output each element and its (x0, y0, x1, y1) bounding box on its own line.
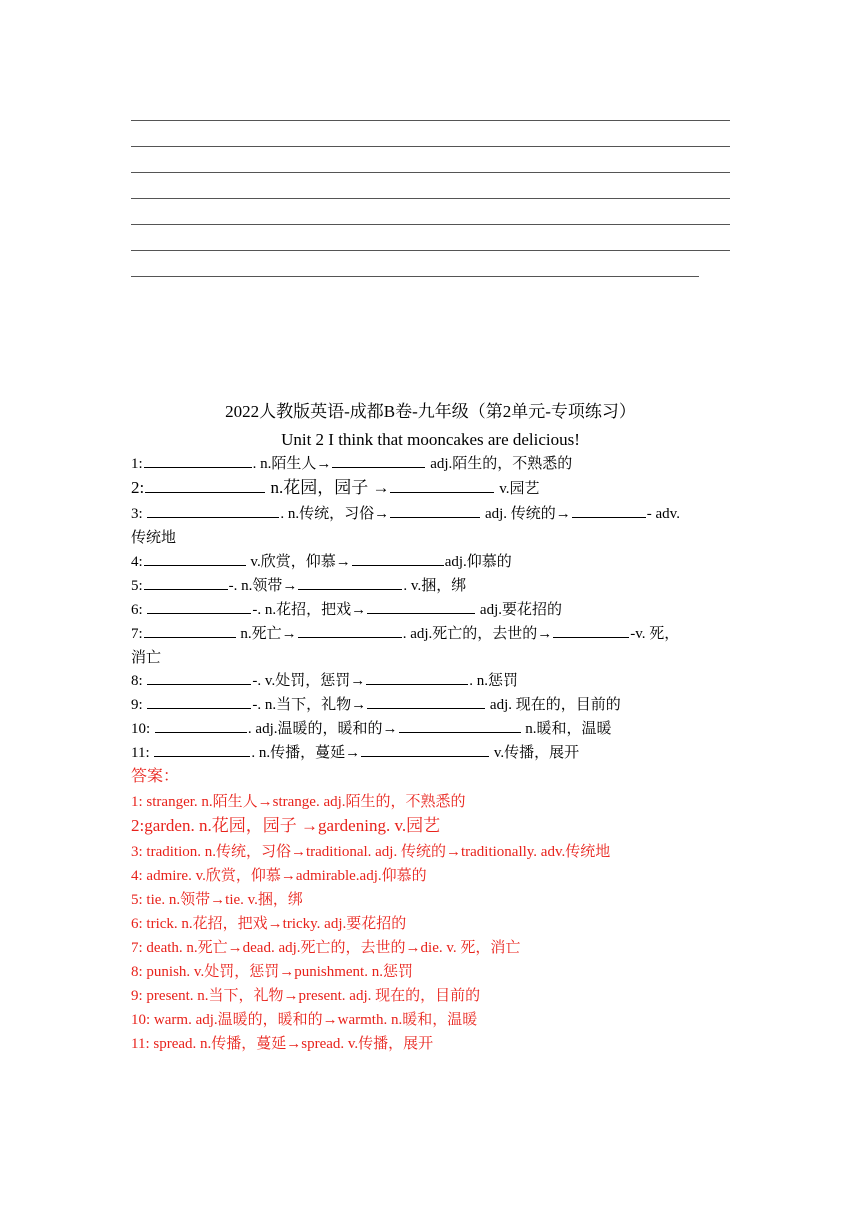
answer-item: 9: present. n.当下，礼物→present. adj. 现在的，目前的 (131, 988, 481, 1004)
page-subtitle: Unit 2 I think that mooncakes are delicious! (281, 430, 580, 449)
question-7: 7: n.死亡→ . adj.死亡的，去世的→ -v. 死， (131, 622, 731, 646)
answer-item: 6: trick. n.花招，把戏→tricky. adj.要花招的 (131, 916, 407, 932)
answer-blank[interactable] (144, 452, 252, 468)
answer-blank[interactable] (367, 598, 475, 614)
answer-blank[interactable] (361, 741, 489, 757)
answer-blank[interactable] (298, 622, 402, 638)
question-number: 10: (131, 721, 154, 737)
answer-blank[interactable] (553, 622, 629, 638)
answer-blank[interactable] (399, 717, 521, 733)
answer-blank[interactable] (572, 502, 646, 518)
question-number: 11: (131, 745, 154, 761)
writing-line (131, 250, 730, 251)
question-number: 7: (131, 626, 143, 642)
writing-line (131, 224, 730, 225)
question-1: 1: . n.陌生人→ adj.陌生的，不熟悉的 (131, 452, 731, 476)
answer-blank[interactable] (352, 550, 444, 566)
writing-line (131, 146, 730, 147)
answer-item: 5: tie. n.领带→tie. v.捆，绑 (131, 892, 303, 908)
answer-blank[interactable] (144, 574, 228, 590)
answer-blank[interactable] (144, 622, 236, 638)
question-7-continued: 消亡 (131, 650, 162, 666)
answer-item: 2:garden. n.花园，园子 →gardening. v.园艺 (131, 816, 441, 835)
question-number: 9: (131, 697, 147, 713)
writing-line (131, 172, 730, 173)
answer-blank[interactable] (298, 574, 402, 590)
answer-item: 3: tradition. n.传统，习俗→traditional. adj. 传统的→traditionally. adv.传统地 (131, 844, 611, 860)
answer-blank[interactable] (147, 502, 279, 518)
answer-blank[interactable] (390, 477, 494, 493)
question-11: 11: . n.传播，蔓延→ v.传播，展开 (131, 741, 731, 765)
question-number: 3: (131, 506, 147, 522)
answer-blank[interactable] (366, 669, 468, 685)
question-6: 6: -. n.花招，把戏→ adj.要花招的 (131, 598, 731, 622)
answer-blank[interactable] (145, 477, 265, 493)
answer-item: 8: punish. v.处罚，惩罚→punishment. n.惩罚 (131, 964, 413, 980)
answer-blank[interactable] (147, 669, 251, 685)
answer-item: 10: warm. adj.温暖的，暖和的→warmth. n.暖和，温暖 (131, 1012, 478, 1028)
question-number: 1: (131, 456, 143, 472)
answer-blank[interactable] (144, 550, 246, 566)
question-number: 4: (131, 554, 143, 570)
answer-blank[interactable] (390, 502, 480, 518)
answer-item: 11: spread. n.传播，蔓延→spread. v.传播，展开 (131, 1036, 434, 1052)
writing-line (131, 276, 699, 277)
question-5: 5: -. n.领带→ . v.捆，绑 (131, 574, 731, 598)
answer-blank[interactable] (154, 741, 250, 757)
question-number: 5: (131, 578, 143, 594)
question-3: 3: . n.传统，习俗→ adj. 传统的→ - adv. (131, 502, 731, 526)
answer-blank[interactable] (147, 693, 251, 709)
question-8: 8: -. v.处罚，惩罚→ . n.惩罚 (131, 669, 731, 693)
answer-label: 答案： (131, 768, 180, 785)
answer-item: 4: admire. v.欣赏，仰慕→admirable.adj.仰慕的 (131, 868, 427, 884)
question-10: 10: . adj.温暖的，暖和的→ n.暖和，温暖 (131, 717, 731, 741)
answer-blank[interactable] (147, 598, 251, 614)
question-number: 8: (131, 673, 147, 689)
question-number: 6: (131, 602, 147, 618)
answer-blank[interactable] (367, 693, 485, 709)
question-2: 2: n.花园，园子 → v.园艺 (131, 478, 540, 497)
answer-blank[interactable] (155, 717, 247, 733)
answer-item: 1: stranger. n.陌生人→strange. adj.陌生的，不熟悉的 (131, 794, 466, 810)
writing-line (131, 198, 730, 199)
page-title: 2022人教版英语-成都B卷-九年级（第2单元-专项练习） (225, 402, 636, 421)
writing-line (131, 120, 730, 121)
answer-item: 7: death. n.死亡→dead. adj.死亡的，去世的→die. v. 死，消亡 (131, 940, 521, 956)
question-4: 4: v.欣赏，仰慕→ adj.仰慕的 (131, 550, 731, 574)
question-3-continued: 传统地 (131, 530, 177, 546)
question-9: 9: -. n.当下，礼物→ adj. 现在的，目前的 (131, 693, 731, 717)
answer-blank[interactable] (332, 452, 425, 468)
question-number: 2: (131, 478, 145, 497)
